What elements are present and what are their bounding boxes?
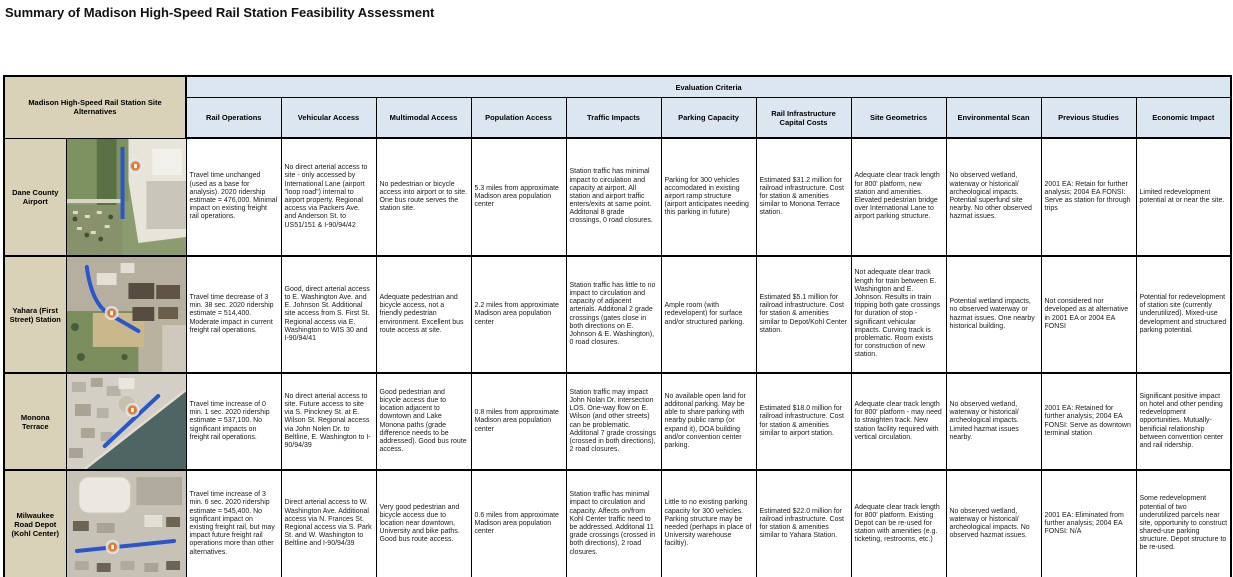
cell-multimodal-access: Good pedestrian and bicycle access due to location adjacent to downtown and Lake Monona paths (grade difference needs to be addressed). Good bus route access. [376, 373, 471, 470]
cell-multimodal-access: Adequate pedestrian and bicycle access, not a friendly pedestrian environment. Excellent bus route access at site. [376, 256, 471, 373]
cell-economic-impact: Potential for redevelopment of station site (currently underutilized). Mixed-use development and structured parking potential. [1136, 256, 1231, 373]
station-marker-icon [128, 159, 142, 173]
group-header-row [4, 76, 1231, 98]
cell-previous-studies: 2001 EA: Retain for further analysis; 2004 EA FONSI: Serve as station for through trips [1041, 138, 1136, 256]
cell-site-geometrics: Adequate clear track length for 800' platform - may need to straighten track. New station facility required with vertical circulation. [851, 373, 946, 470]
cell-economic-impact: Limited redevelopment potential at or near the site. [1136, 138, 1231, 256]
cell-rail-operations: Travel time increase of 0 min. 1 sec. 2020 ridership estimate = 537,100. No significant impacts on freight rail operations. [186, 373, 281, 470]
cell-site-geometrics: Adequate clear track length for 800' platform. Existing Depot can be re-used for station with amenities (e.g. ticketing, restrooms, etc.) [851, 470, 946, 577]
station-marker-icon [105, 540, 119, 554]
cell-multimodal-access: No pedestrian or bicycle access into airport or to site. One bus route serves the station site. [376, 138, 471, 256]
table-row-dane-county-airport [4, 138, 1231, 256]
station-marker-icon [125, 403, 139, 417]
aerial-photo [67, 471, 186, 577]
cell-rail-infrastructure-capital-costs: Estimated $22.0 million for railroad infrastructure. Cost for station & amenities similar to Yahara Station. [756, 470, 851, 577]
cell-rail-infrastructure-capital-costs: Estimated $31.2 million for railroad infrastructure. Cost for station & amenities similar to Monona Terrace station. [756, 138, 851, 256]
cell-economic-impact: Some redevelopment potential of two underutilized parcels near site, opportunity to construct shared-use parking structure. Depot structure to be re-used. [1136, 470, 1231, 577]
col-header-economic-impact: Economic Impact [1136, 98, 1231, 139]
cell-rail-operations: Travel time decrease of 3 min. 38 sec. 2020 ridership estimate = 514,400. Moderate impact in current freight rail operations. [186, 256, 281, 373]
criteria-header-row [4, 98, 1231, 139]
col-header-environmental-scan: Environmental Scan [946, 98, 1041, 139]
cell-economic-impact: Significant positive impact on hotel and other pending redevelopment opportunities. Mutually-benificial relationship between convention center and rail ridership. [1136, 373, 1231, 470]
aerial-photo [67, 257, 186, 372]
cell-environmental-scan: Potential wetland impacts, no observed waterway or hazmat issues. One nearby historical building. [946, 256, 1041, 373]
cell-rail-infrastructure-capital-costs: Estimated $5.1 million for railroad infrastructure. Cost for station & amenities similar to Depot/Kohl Center station. [756, 256, 851, 373]
cell-environmental-scan: No observed wetland, waterway or historical/ archeological impacts. Potential superfund site nearby. No other observed hazmat issues. [946, 138, 1041, 256]
cell-population-access: 5.3 miles from approximate Madison area population center [471, 138, 566, 256]
table-row-yahara-first-street [4, 256, 1231, 373]
feasibility-assessment-table [3, 75, 1232, 577]
station-label: Monona Terrace [4, 373, 66, 470]
cell-parking-capacity: No available open land for additonal parking. May be able to share parking with nearby public ramp (or expand it), DOA building and/or convention center parking. [661, 373, 756, 470]
cell-traffic-impacts: Station traffic has little to no impact to circulation and capacity of adjacent arterials. Additonal 2 grade crossings (gates close in both directions on E. Johnson & E. Washington), 0 road closures. [566, 256, 661, 373]
cell-population-access: 2.2 miles from approximate Madison area population center [471, 256, 566, 373]
cell-environmental-scan: No observed wetland, waterway or historical/ archeological impacts. Limited hazmat issues nearby. [946, 373, 1041, 470]
cell-parking-capacity: Parking for 300 vehicles accomodated in existing airport ramp structure (airport anticipates needing this parking in future) [661, 138, 756, 256]
cell-environmental-scan: No observed wetland, waterway or historical/ archeological impacts. No observed hazmat issues. [946, 470, 1041, 577]
evaluation-criteria-header: Evaluation Criteria [186, 76, 1231, 98]
table-row-milwaukee-road-depot [4, 470, 1231, 577]
cell-vehicular-access: Good, direct arterial access to E. Washington Ave. and E. Johnson St. Additional site access from S. First St. Regional access via E. Washington to WIS 30 and I-90/94/41 [281, 256, 376, 373]
cell-vehicular-access: Direct arterial access to W. Washington Ave. Additional access via N. Frances St. Regional access via S. Park St. and W. Washington to Beltline and I-90/94/39 [281, 470, 376, 577]
col-header-traffic-impacts: Traffic Impacts [566, 98, 661, 139]
cell-parking-capacity: Ample room (with redevelopent) for surface and/or structured parking. [661, 256, 756, 373]
aerial-photo-milwaukee-road-depot [66, 470, 186, 577]
col-header-previous-studies: Previous Studies [1041, 98, 1136, 139]
corner-header: Madison High-Speed Rail Station Site Alternatives [4, 76, 186, 138]
col-header-population-access: Population Access [471, 98, 566, 139]
cell-previous-studies: Not considered nor developed as at alternative in 2001 EA or 2004 EA FONSI [1041, 256, 1136, 373]
cell-parking-capacity: Little to no existing parking capacity for 300 vehicles. Parking structure may be needed (perhaps in place of University warehouse faciltiy). [661, 470, 756, 577]
page-title: Summary of Madison High-Speed Rail Station Feasibility Assessment [5, 5, 435, 20]
aerial-photo [67, 374, 186, 469]
cell-population-access: 0.6 miles from approximate Madison area population center [471, 470, 566, 577]
station-label: Yahara (First Street) Station [4, 256, 66, 373]
cell-site-geometrics: Not adequate clear track length for train between E. Washington and E. Johnson. Results in train tripping both gate crossings for duration of stop - significant vehicular impacts. Curving track is problematic. Room exists for construction of new station. [851, 256, 946, 373]
table-row-monona-terrace [4, 373, 1231, 470]
aerial-photo-yahara-first-street [66, 256, 186, 373]
aerial-photo-monona-terrace [66, 373, 186, 470]
station-label: Dane County Airport [4, 138, 66, 256]
cell-traffic-impacts: Station traffic may impact John Nolan Dr. intersection LOS. One-way flow on E. Wilson (and other streets) can be problematic. Additonal 7 grade crossings (crossed in both directions), 2 road closures. [566, 373, 661, 470]
col-header-rail-operations: Rail Operations [186, 98, 281, 139]
col-header-site-geometrics: Site Geometrics [851, 98, 946, 139]
cell-rail-operations: Travel time increase of 3 min. 6 sec. 2020 ridership estimate = 545,400. No significant impact on existing freight rail, but may impact future freight rail operations more than other alternatives. [186, 470, 281, 577]
col-header-rail-infrastructure-capital-costs: Rail Infrastructure Capital Costs [756, 98, 851, 139]
cell-multimodal-access: Very good pedestrian and bicycle access due to location near downtown, University and bike paths. Good bus route access. [376, 470, 471, 577]
cell-previous-studies: 2001 EA: Eliminated from further analysis; 2004 EA FONSI: N/A [1041, 470, 1136, 577]
cell-site-geometrics: Adequate clear track length for 800' platform, new station and amenities. Elevated pedestrian bridge over International Lane to airport parking structure. [851, 138, 946, 256]
col-header-parking-capacity: Parking Capacity [661, 98, 756, 139]
cell-rail-infrastructure-capital-costs: Estimated $18.0 million for railroad infrastructure. Cost for station & amenities similar to airport station. [756, 373, 851, 470]
col-header-vehicular-access: Vehicular Access [281, 98, 376, 139]
cell-vehicular-access: No direct arterial access to site - only accessed by International Lane (airport "loop road") internal to airport property. Regional access via Packers Ave. and Anderson St. to US51/151 & I-90/94/42 [281, 138, 376, 256]
cell-vehicular-access: No direct arterial access to site. Future access to site via S. Pinckney St. at E. Wilson St. Regional access via John Nolen Dr. to Beltline, E. Washington to I-90/94/39 [281, 373, 376, 470]
aerial-photo [67, 139, 186, 255]
station-marker-icon [104, 306, 118, 320]
cell-previous-studies: 2001 EA: Retained for further analysis; 2004 EA FONSI: Serve as downtown terminal station [1041, 373, 1136, 470]
col-header-multimodal-access: Multimodal Access [376, 98, 471, 139]
aerial-photo-dane-county-airport [66, 138, 186, 256]
cell-traffic-impacts: Station traffic has minimal impact to circulation and capacity. Affects on/from Kohl Center traffic need to be addressed. Additonal 11 grade crossings (crossed in both directions), 2 road closures. [566, 470, 661, 577]
cell-traffic-impacts: Station traffic has minimal impact to circulation and capacity at airport. All station and airport traffic enters/exits at same point. Additonal 8 grade crossings, 0 road closures. [566, 138, 661, 256]
cell-rail-operations: Travel time unchanged (used as a base for analysis). 2020 ridership estimate = 476,000. Minimal impact on existing freight rail operations. [186, 138, 281, 256]
cell-population-access: 0.8 miles from approximate Madison area population center [471, 373, 566, 470]
station-label: Milwaukee Road Depot (Kohl Center) [4, 470, 66, 577]
